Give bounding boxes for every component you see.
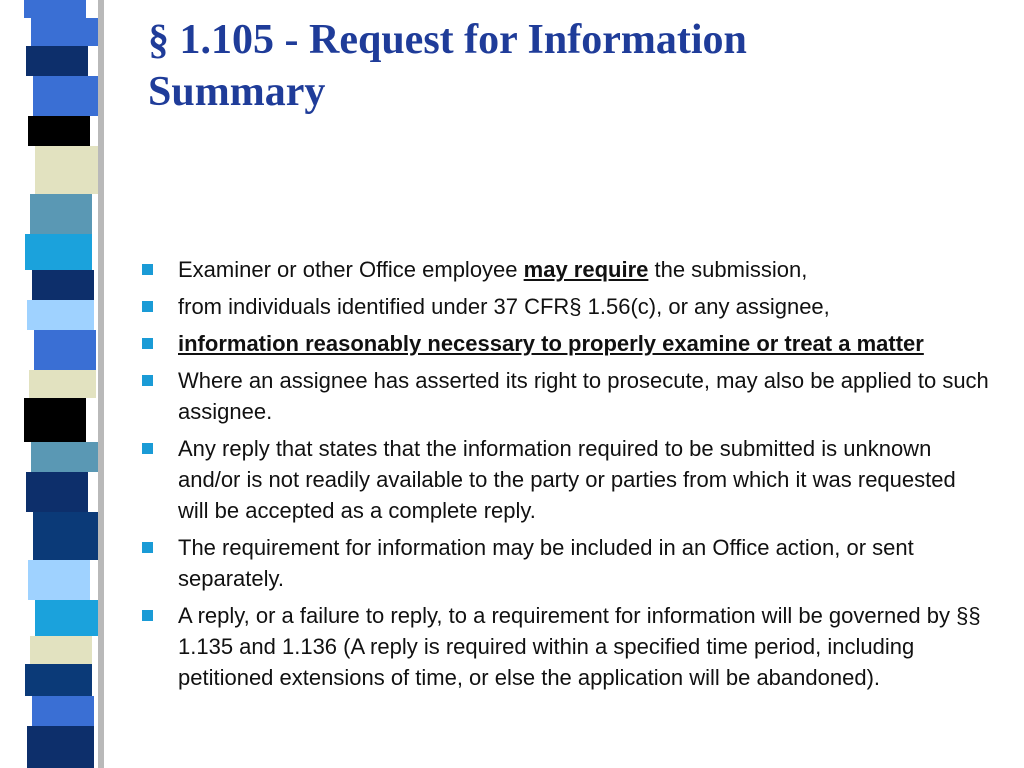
stripe-segment [35,146,102,194]
stripe-segment [26,472,88,512]
stripe-segment [33,76,100,116]
bullet-text: Where an assignee has asserted its right to prosecute, may also be applied to such assignee. [178,368,989,424]
stripe-segment [25,234,92,270]
bullet-text: from individuals identified under 37 CFR§ 1.56(c), or any assignee, [178,294,830,319]
bullet-text: Any reply that states that the information required to be submitted is unknown and/or is not readily available to the party or parties from which it was requested will be accepted as a complete reply. [178,436,956,523]
bullet-text: The requirement for information may be included in an Office action, or sent separately. [178,535,914,591]
bullet-item [140,291,990,322]
stripe-segment [32,270,94,300]
stripe-segment [30,194,92,234]
square-bullet-icon [142,301,153,312]
bullet-text: Examiner or other Office employee [178,257,524,282]
square-bullet-icon [142,375,153,386]
square-bullet-icon [142,610,153,621]
stripe-segment [35,600,102,636]
stripe-segment [28,560,90,600]
square-bullet-icon [142,542,153,553]
title-line-1: § 1.105 - Request for Information [148,17,747,63]
bullet-list [140,254,990,699]
decorative-stripe [0,0,120,768]
stripe-segment [31,18,98,46]
slide-title [148,14,1008,118]
stripe-shadow [98,0,104,768]
bullet-item [140,254,990,285]
stripe-segment [28,116,90,146]
stripe-segment [34,330,96,370]
bullet-text: A reply, or a failure to reply, to a requirement for information will be governed by §§ 1.135 and 1.136 (A reply is required within a specified time period, including petitioned extensions of time, or else the application will be abandoned). [178,603,981,690]
stripe-segment [29,370,96,398]
stripe-segment [25,664,92,696]
stripe-segment [27,726,94,768]
bullet-text-tail: the submission, [648,257,808,282]
square-bullet-icon [142,443,153,454]
stripe-segment [26,46,88,76]
stripe-segment [33,512,100,560]
bullet-emphasis: may require [523,257,649,282]
title-line-2: Summary [148,69,326,115]
bullet-item [140,328,990,359]
stripe-segment [24,0,86,18]
bullet-emphasis: information reasonably necessary to properly examine or treat a matter [178,331,924,356]
square-bullet-icon [142,338,153,349]
square-bullet-icon [142,264,153,275]
stripe-segment [31,442,98,472]
stripe-segment [24,398,86,442]
bullet-item [140,365,990,427]
stripe-segment [32,696,94,726]
bullet-item [140,600,990,693]
bullet-item [140,532,990,594]
bullet-item [140,433,990,526]
stripe-segment [30,636,92,664]
stripe-segment [27,300,94,330]
